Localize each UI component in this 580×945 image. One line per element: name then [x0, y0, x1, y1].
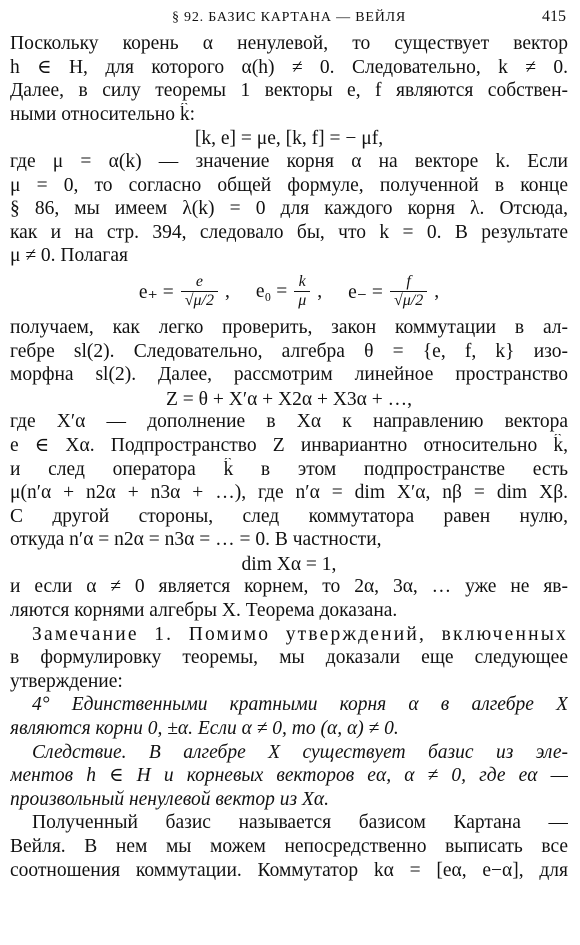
fraction-denominator: √μ/2 — [390, 291, 427, 310]
e-minus-fraction — [390, 273, 427, 310]
running-title: § 92. БАЗИС КАРТАНА — ВЕЙЛЯ — [171, 10, 407, 25]
text-line: морфна sl(2). Далее, рассмотрим линейное пространство — [10, 364, 568, 386]
text-line: ляются корнями алгебры X. Теорема доказана. — [10, 600, 398, 622]
text-line: μ = 0, то согласно общей формуле, полученной в конце — [10, 174, 568, 196]
text-line: С другой стороны, след коммутатора равен нулю, — [10, 505, 568, 527]
formula-dim: dim Xα = 1, — [241, 553, 337, 575]
text-line: Полученный базис называется базисом Картана — — [32, 812, 568, 834]
corollary-line: ментов h ∈ H и корневых векторов eα, α ≠ 0, где eα — — [10, 765, 568, 787]
corollary-line: Следствие. В алгебре X существует базис из эле- — [32, 741, 568, 763]
text-line: и если α ≠ 0 является корнем, то 2α, 3α, … уже не яв- — [10, 576, 568, 598]
text-line: где μ = α(k) — значение корня α на векторе k. Если — [10, 150, 568, 172]
text-line: h ∈ H, для которого α(h) ≠ 0. Следовательно, k ≠ 0. — [10, 56, 568, 78]
formula-commutators: [k, e] = μe, [k, f] = − μf, — [194, 128, 384, 150]
text-line: Вейля. В нем мы можем непосредственно выписать все — [10, 836, 568, 857]
text-line: μ ≠ 0. Полагая — [10, 245, 128, 267]
text-line: e ∈ Xα. Подпространство Z инвариантно относительно k̂, — [10, 434, 568, 456]
text-line: получаем, как легко проверить, закон коммутации в ал- — [10, 316, 568, 338]
e-zero-lhs: e₀ = — [255, 280, 288, 302]
fraction-denominator: μ — [294, 291, 310, 310]
corollary-line: произвольный ненулевой вектор из Xα. — [10, 788, 330, 810]
e-plus-fraction — [181, 273, 218, 310]
text-line: § 86, мы имеем λ(k) = 0 для каждого корня λ. Отсюда, — [10, 198, 568, 220]
formula-z-space: Z = θ + X′α + X2α + X3α + …, — [165, 388, 413, 410]
text-line: μ(n′α + n2α + n3α + …), где n′α = dim X′α, nβ = dim Xβ. — [10, 482, 568, 504]
formula-basis-vectors: e₊ = $\frac{e}{√\mu/2}$ , e₀ = $\frac{k}{\mu}$ , e₋ = $\frac{f}{√\mu/2}$ , — [138, 273, 440, 310]
text-line: утверждение: — [10, 670, 123, 692]
e-minus-lhs: e₋ = — [348, 281, 383, 303]
page-number: 415 — [542, 8, 566, 25]
statement-line: 4° Единственными кратными корня α в алгебре X — [32, 694, 568, 716]
text-line: гебре sl(2). Следовательно, алгебра θ = {e, f, k} изо- — [10, 340, 568, 362]
fraction-numerator: f — [406, 273, 411, 291]
fraction-numerator: k — [298, 273, 306, 291]
e-zero-fraction — [294, 273, 310, 310]
fraction-denominator: √μ/2 — [181, 291, 218, 310]
fraction-numerator: e — [195, 273, 203, 291]
text-line: откуда n′α = n2α = n3α = … = 0. В частности, — [10, 529, 382, 551]
running-header — [10, 6, 568, 32]
text-line: в формулировку теоремы, мы доказали еще следующее — [10, 647, 568, 669]
text-line: Поскольку корень α ненулевой, то существует вектор — [10, 33, 568, 54]
text-line: и след оператора k̂ в этом подпространстве есть — [10, 458, 568, 480]
statement-line: являются корни 0, ±α. Если α ≠ 0, то (α, α) ≠ 0. — [10, 718, 399, 740]
text-line: Далее, в силу теоремы 1 векторы e, f являются собствен- — [10, 80, 568, 102]
text-line: где X′α — дополнение в Xα к направлению вектора — [10, 411, 568, 433]
text-line: соотношения коммутации. Коммутатор kα = [eα, e−α], для — [10, 859, 568, 881]
text-line: ными относительно k̂: — [10, 103, 195, 125]
e-plus-lhs: e₊ = — [138, 281, 174, 303]
remark-heading-line: Замечание 1. Помимо утверждений, включенных — [32, 623, 568, 645]
text-line: как и на стр. 394, следовало бы, что k = 0. В результате — [10, 221, 568, 243]
